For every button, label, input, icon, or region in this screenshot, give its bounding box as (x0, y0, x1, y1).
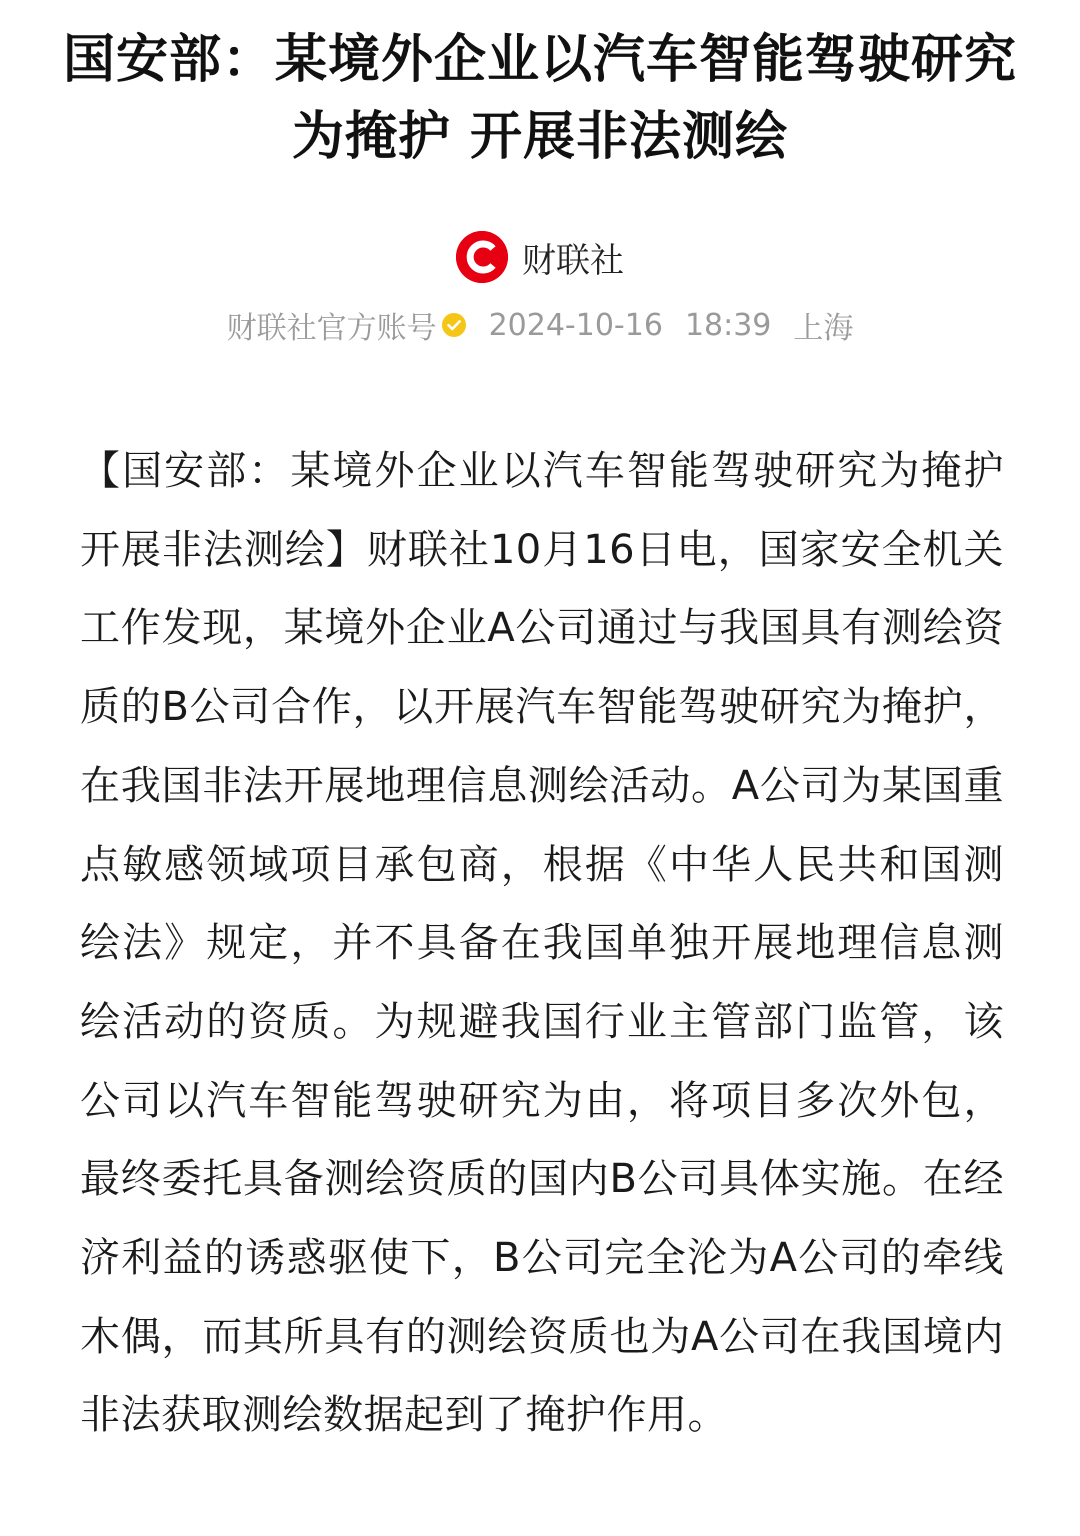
account-label: 财联社官方账号 (226, 311, 437, 346)
publish-time: 18:39 (684, 307, 772, 343)
article-headline: 国安部：某境外企业以汽车智能驾驶研究为掩护 开展非法测绘 (62, 30, 1017, 167)
cls-logo-icon (456, 231, 508, 283)
article-meta (0, 302, 1080, 348)
source-name: 财联社 (522, 240, 624, 281)
publish-date: 2024-10-16 (488, 307, 663, 343)
article-body: 【国安部：某境外企业以汽车智能驾驶研究为掩护 开展非法测绘】财联社10月16日电，国家安全机关工作发现，某境外企业A公司通过与我国具有测绘资质的B公司合作，以开展汽车智能驾驶研究为掩护，在我国非法开展地理信息测绘活动。A公司为某国重点敏感领域项目承包商，根据《中华人民共和国测绘法》规定，并不具备在我国单独开展地理信息测绘活动的资质。为规避我国行业主管部门监管，该公司以汽车智能驾驶研究为由，将项目多次外包，最终委托具备测绘资质的国内B公司具体实施。在经济利益的诱惑驱使下，B公司完全沦为A公司的牵线木偶，而其所具有的测绘资质也为A公司在我国境内非法获取测绘数据起到了掩护作用。 (80, 448, 1004, 1439)
publish-location: 上海 (793, 311, 854, 346)
verified-badge-icon (441, 312, 467, 338)
source-header[interactable] (0, 228, 1080, 286)
